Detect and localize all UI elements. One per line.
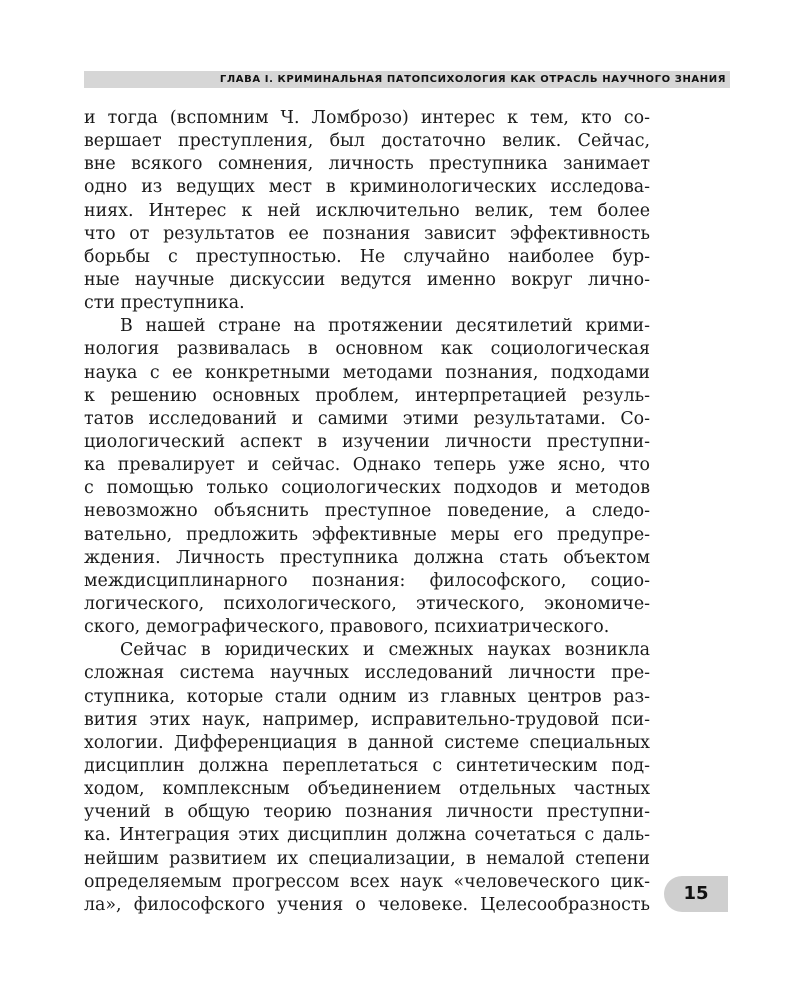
text-line: ступника, которые стали одним из главных центров раз- — [84, 686, 650, 707]
text-line: В нашей стране на протяжении десятилетий крими- — [120, 316, 650, 337]
text-line: ка превалирует и сейчас. Однако теперь уже ясно, что — [84, 455, 650, 476]
text-line: дисциплин должна переплетаться с синтетическим под- — [84, 755, 650, 776]
text-line: Сейчас в юридических и смежных науках возникла — [120, 640, 650, 661]
text-line: вершает преступления, был достаточно велик. Сейчас, — [84, 131, 650, 152]
text-line: ка. Интеграция этих дисциплин должна сочетаться с даль- — [84, 825, 650, 846]
text-line: определяемым прогрессом всех наук «человеческого цик- — [84, 871, 650, 892]
text-line: хологии. Дифференциация в данной системе специальных — [84, 732, 650, 753]
text-line: наука с ее конкретными методами познания, подходами — [84, 362, 650, 383]
text-line: ные научные дискуссии ведутся именно вокруг лично- — [84, 269, 650, 290]
text-line: борьбы с преступностью. Не случайно наиболее бур- — [84, 246, 650, 267]
running-header-bar — [84, 71, 730, 88]
text-line: нейшим развитием их специализации, в немалой степени — [84, 848, 650, 869]
text-line: к решению основных проблем, интерпретацией резуль- — [84, 385, 650, 406]
text-line: ла», философского учения о человеке. Целесообразность — [84, 894, 650, 915]
text-line: учений в общую теорию познания личности преступни- — [84, 802, 650, 823]
text-line: вития этих наук, например, исправительно-трудовой пси- — [84, 709, 650, 730]
page-number-badge — [664, 876, 728, 912]
text-line: что от результатов ее познания зависит эффективность — [84, 223, 650, 244]
text-line: циологический аспект в изучении личности преступни- — [84, 431, 650, 452]
running-header-title: ГЛАВА I. КРИМИНАЛЬНАЯ ПАТОПСИХОЛОГИЯ КАК ОТРАСЛЬ НАУЧНОГО ЗНАНИЯ — [219, 74, 726, 85]
text-line: невозможно объяснить преступное поведение, а следо- — [84, 501, 650, 522]
text-line: сложная система научных исследований личности пре- — [84, 663, 650, 684]
text-line: ходом, комплексным объединением отдельных частных — [84, 779, 650, 800]
page-number: 15 — [683, 883, 709, 904]
text-line: ниях. Интерес к ней исключительно велик, тем более — [84, 200, 650, 221]
text-line: с помощью только социологических подходов и методов — [84, 478, 650, 499]
text-line: татов исследований и самими этими результатами. Со- — [84, 408, 650, 429]
text-line: ского, демографического, правового, психиатрического. — [84, 617, 610, 638]
text-line: одно из ведущих мест в криминологических исследова- — [84, 177, 650, 198]
text-line: сти преступника. — [84, 293, 245, 314]
text-line: междисциплинарного познания: философского, социо- — [84, 570, 650, 591]
text-line: вательно, предложить эффективные меры его предупре- — [84, 524, 650, 545]
text-line: ждения. Личность преступника должна стать объектом — [84, 547, 650, 568]
text-line: логического, психологического, этического, экономиче- — [84, 593, 650, 614]
text-line: и тогда (вспомним Ч. Ломброзо) интерес к тем, кто со- — [84, 108, 650, 128]
text-line: нология развивалась в основном как социологическая — [84, 339, 650, 360]
body-text — [84, 107, 650, 917]
text-line: вне всякого сомнения, личность преступника занимает — [84, 154, 650, 175]
